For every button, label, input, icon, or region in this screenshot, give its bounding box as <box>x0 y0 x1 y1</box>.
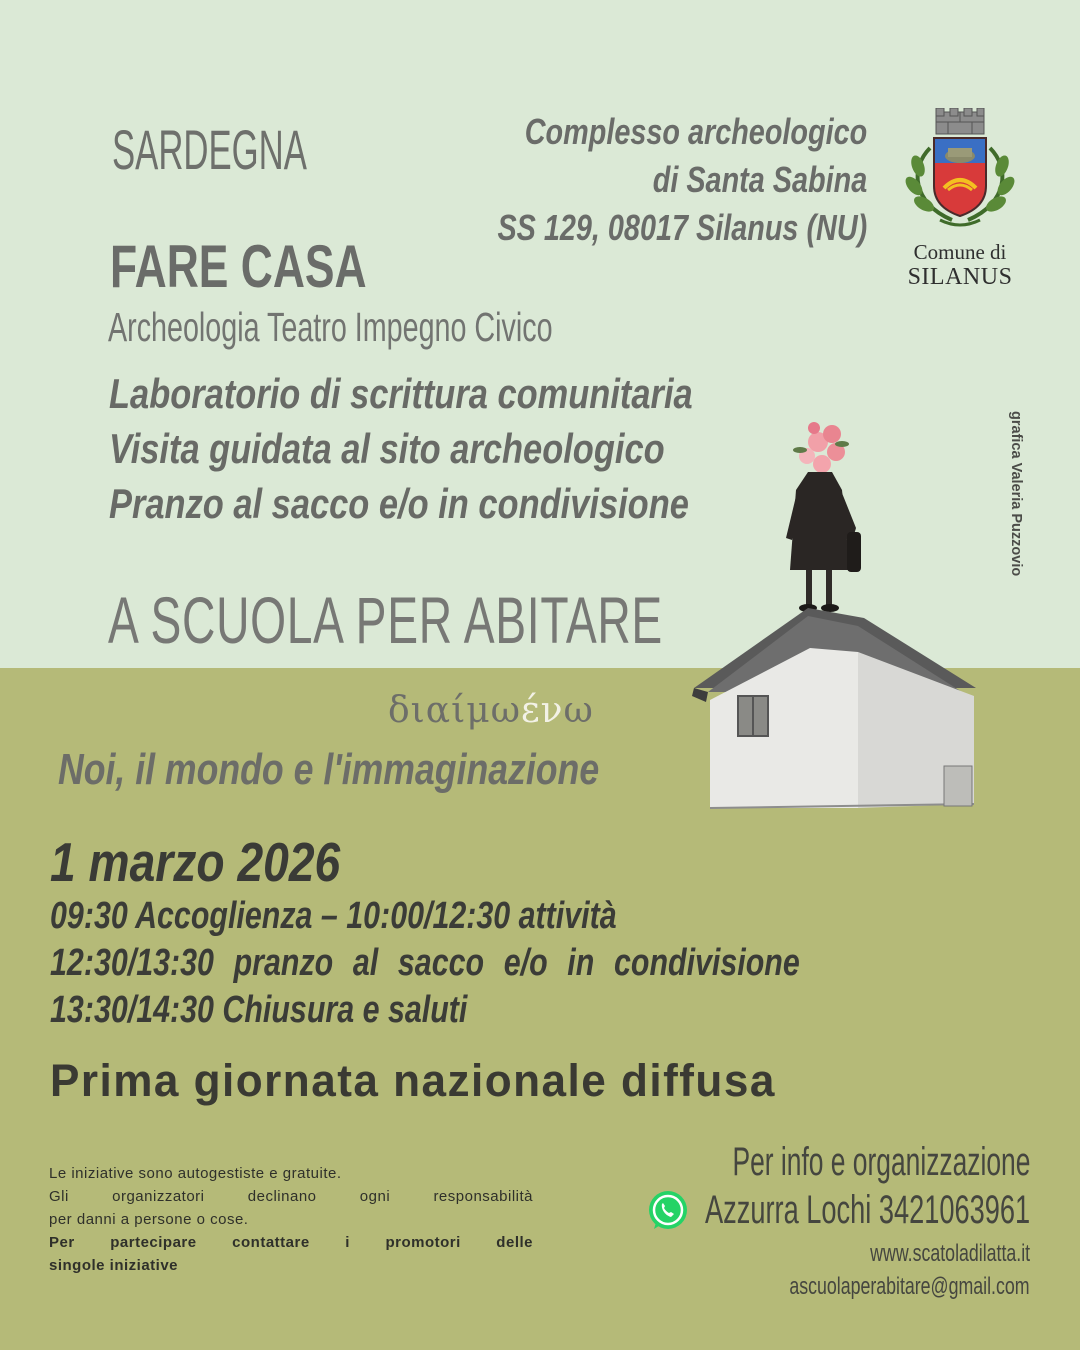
credit-text: grafica Valeria Puzzovio <box>1008 411 1024 577</box>
venue-line: di Santa Sabina <box>652 159 867 200</box>
graphic-credit <box>1008 411 1050 641</box>
greek-word <box>388 690 594 731</box>
headline: Prima giornata nazionale diffusa <box>50 1055 776 1106</box>
whatsapp-icon <box>646 1189 690 1233</box>
info-heading: Per info e organizzazione <box>732 1140 1030 1184</box>
venue-address <box>497 108 867 252</box>
greek-part-highlight: έν <box>520 690 564 731</box>
activity-item: Pranzo al sacco e/o in condivisione <box>109 480 689 527</box>
disclaimer-line: per danni a persone o cose. <box>49 1211 249 1228</box>
contact-person[interactable]: Azzurra Lochi 3421063961 <box>704 1188 1030 1232</box>
event-date: 1 marzo 2026 <box>50 831 341 893</box>
website-link[interactable]: www.scatoladilatta.it <box>870 1240 1030 1267</box>
municipality-line: Comune di <box>913 240 1007 264</box>
tagline: Noi, il mondo e l'immaginazione <box>58 745 600 794</box>
slogan: A SCUOLA PER ABITARE <box>108 583 663 657</box>
schedule-list <box>50 893 800 1034</box>
activities-list <box>109 366 693 531</box>
schedule-item: 12:30/13:30 pranzo al sacco e/o in condivisione <box>50 942 800 984</box>
activity-item: Laboratorio di scrittura comunitaria <box>109 370 693 417</box>
greek-part: διαίμω <box>388 690 521 731</box>
event-subtitle: Archeologia Teatro Impegno Civico <box>108 304 553 350</box>
schedule-item: 13:30/14:30 Chiusura e saluti <box>50 989 468 1031</box>
disclaimer-line: Gli organizzatori declinano ogni responsabilità <box>49 1188 533 1205</box>
event-title: FARE CASA <box>110 233 367 300</box>
municipality-line: SILANUS <box>907 264 1013 290</box>
region-label: SARDEGNA <box>112 118 307 181</box>
greek-part: ω <box>563 690 594 731</box>
municipality-name <box>898 240 1022 290</box>
venue-line: SS 129, 08017 Silanus (NU) <box>497 207 867 248</box>
disclaimer-line: Le iniziative sono autogestiste e gratuite. <box>49 1165 342 1182</box>
schedule-item: 09:30 Accoglienza – 10:00/12:30 attività <box>50 895 617 937</box>
disclaimer-line: Per partecipare contattare i promotori delle <box>49 1234 533 1251</box>
disclaimer-line: singole iniziative <box>49 1257 179 1274</box>
activity-item: Visita guidata al sito archeologico <box>109 425 665 472</box>
disclaimer <box>49 1162 533 1277</box>
venue-line: Complesso archeologico <box>524 111 867 152</box>
coat-of-arms-icon <box>900 108 1020 233</box>
woman-on-house-illustration <box>690 420 990 820</box>
email-link[interactable]: ascuolaperabitare@gmail.com <box>789 1273 1030 1300</box>
